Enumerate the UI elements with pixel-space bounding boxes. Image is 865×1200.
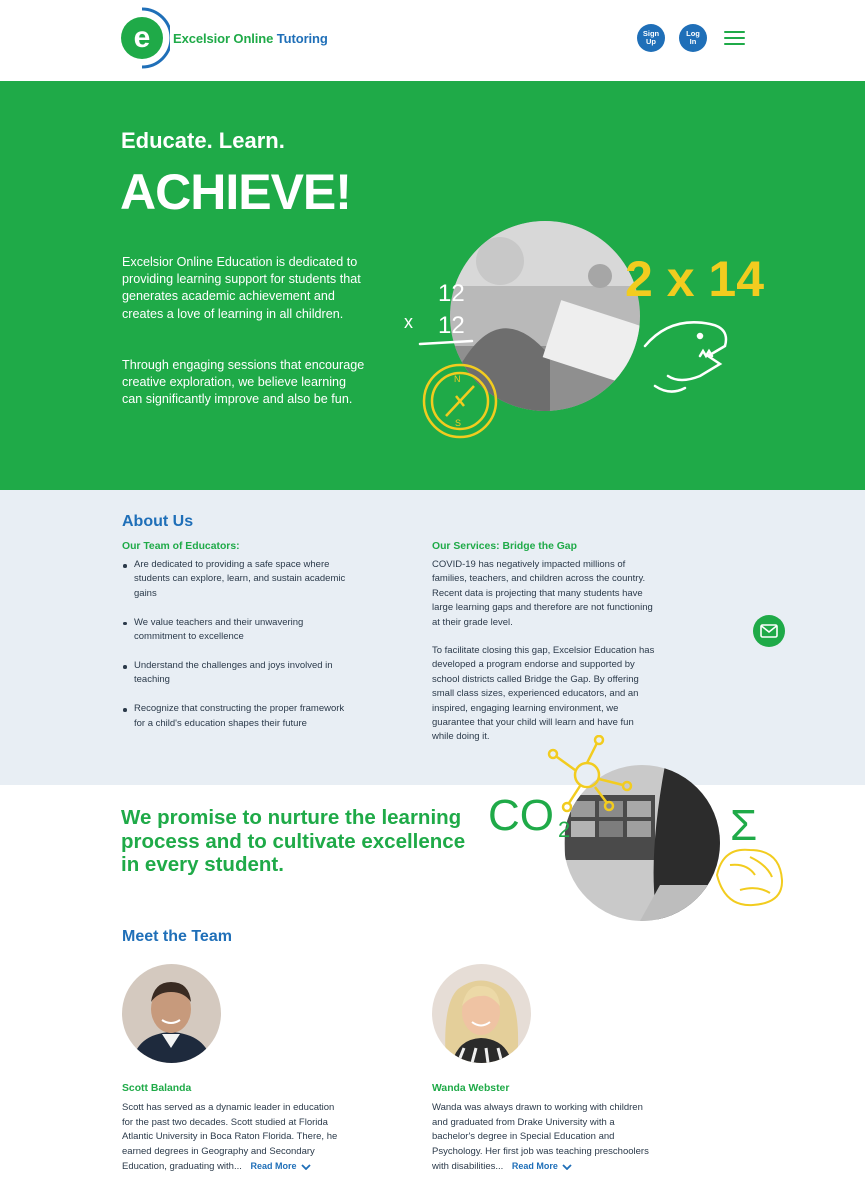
hero-paragraph-2: Through engaging sessions that encourage creative exploration, we believe learning can significantly improve and also be fun. [122,358,365,407]
services-heading: Our Services: Bridge the Gap [432,541,577,552]
doodle-math-top: 12 [438,280,465,307]
logo-name-part1: Excelsior Online [173,31,274,46]
read-more-label: Read More [250,1161,297,1171]
member-bio [432,1101,657,1175]
promise-statement: We promise to nurture the learning process and to cultivate excellence in every student. [121,806,466,876]
hero-subtitle: Educate. Learn. [121,128,285,153]
compass-n: N [454,374,461,384]
hero-illustration [400,216,780,446]
logo-glyph: e [133,21,151,54]
doodle-sub: 2 [558,817,571,842]
chevron-down-icon [562,1164,572,1170]
team-title: Meet the Team [122,928,232,945]
list-item: Are dedicated to providing a safe space where students can explore, learn, and sustain academic gains [122,558,352,601]
doodle-math-bottom: 12 [438,312,465,339]
compass-s: S [455,418,462,428]
logo-icon[interactable] [120,6,170,70]
list-item: Understand the challenges and joys involved in teaching [122,659,352,688]
services-paragraph-2: To facilitate closing this gap, Excelsior Education has developed a program endorse and supported by school districts called Bridge the Gap. By offering small class sizes, experienced educators, and an inspired, engaging learning environment, we guarantee that your child will learn and have fun while doing it. [432,645,655,743]
services-paragraph-1: COVID-19 has negatively impacted millions of families, teachers, and children across the country. Recent data is projecting that many students have large learning gaps and therefore are not functioning at their grade level. [432,559,653,628]
hero-title: ACHIEVE! [120,164,351,220]
read-more-link[interactable] [512,1161,572,1171]
hero-section [0,81,865,490]
brain-doodle [717,850,782,905]
team-member-card [122,964,352,1175]
member-name: Scott Balanda [122,1083,192,1094]
team-heading: Our Team of Educators: [122,541,240,552]
member-bio [122,1101,347,1175]
team-bullet-list [122,558,352,746]
avatar [432,964,531,1063]
hamburger-icon[interactable] [724,30,745,46]
read-more-label: Read More [511,1161,558,1171]
doodle-co: CO [488,791,554,840]
hero-paragraph-1: Excelsior Online Education is dedicated to providing learning support for students that generates academic achievement and creates a love of learning in all children. [122,255,361,321]
team-member-card [432,964,662,1175]
chevron-down-icon [301,1164,311,1170]
dinosaur-doodle [645,322,726,391]
doodle-times: x [404,312,413,332]
mail-icon[interactable] [753,615,785,647]
member-bio-text: Scott has served as a dynamic leader in education for the past two decades. Scott studied at Florida Atlantic University in Boca Raton Florida. There, he earned degrees in Geography and Secondary Education, graduating with... [122,1102,338,1172]
student-video-call-photo [560,760,730,930]
doodle-sigma: Σ [730,801,758,850]
avatar [122,964,221,1063]
site-header [0,0,865,81]
sign-up-button[interactable]: Sign Up [637,24,665,52]
member-bio-text: Wanda was always drawn to working with children and graduated from Drake University with a bachelor's degree in Special Education and Psychology. Her first job was teaching preschoolers with disabilities... [432,1102,649,1172]
promise-illustration [485,735,795,950]
list-item: Recognize that constructing the proper framework for a child's education shapes their future [122,702,352,731]
boy-at-laptop-photo [440,216,650,416]
list-item: We value teachers and their unwavering commitment to excellence [122,616,352,645]
compass-icon [424,365,496,437]
logo-name-part2: Tutoring [276,31,328,46]
logo-wordmark[interactable] [173,31,328,46]
member-name: Wanda Webster [432,1083,510,1094]
doodle-equation: 2 x 14 [625,251,765,307]
log-in-button[interactable]: Log In [679,24,707,52]
read-more-link[interactable] [251,1161,311,1171]
about-title: About Us [122,513,194,530]
